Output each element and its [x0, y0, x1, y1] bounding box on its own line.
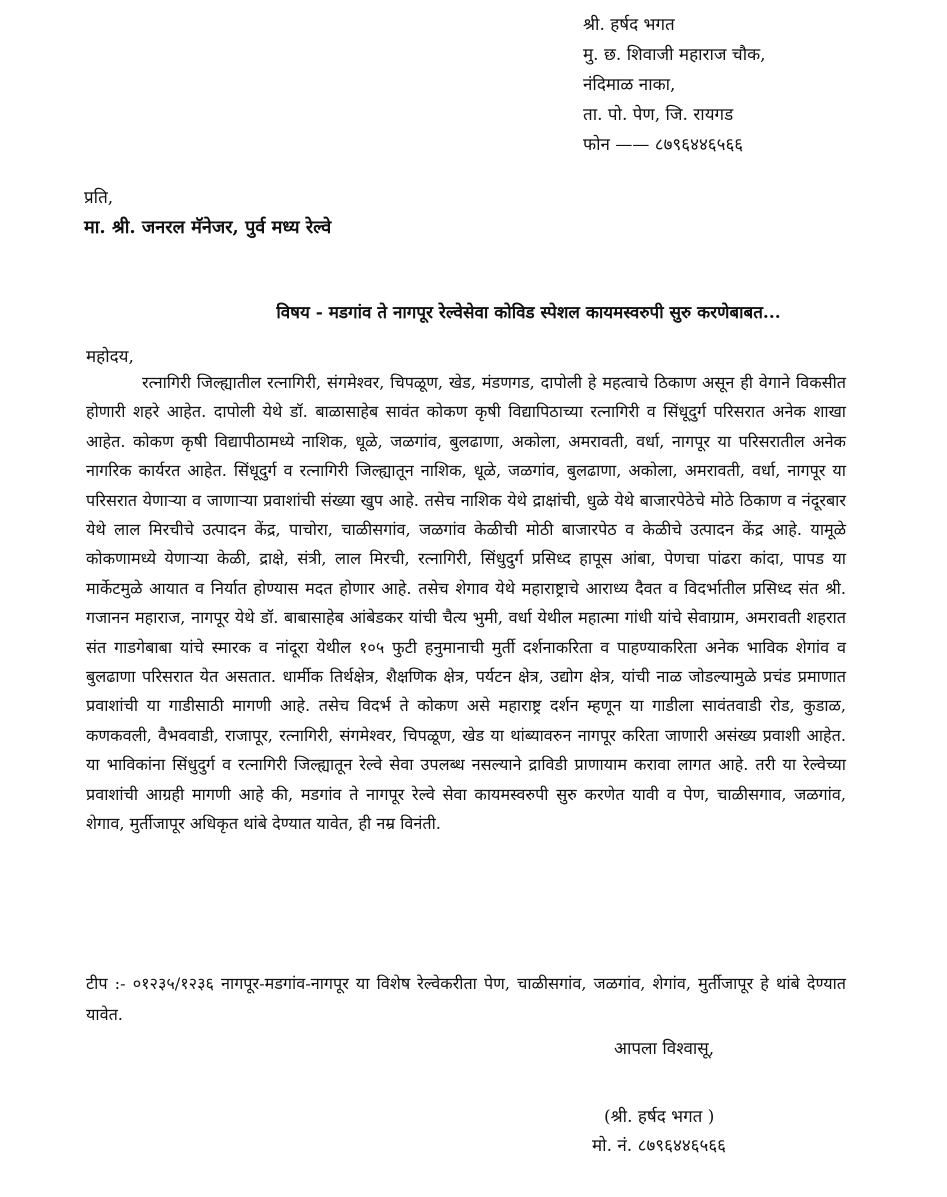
recipient: मा. श्री. जनरल मॅनेजर, पुर्व मध्य रेल्वे — [84, 217, 332, 238]
letter-body: रत्नागिरी जिल्ह्यातील रत्नागिरी, संगमेश्वर, चिपळूण, खेड, मंडणगड, दापोली हे महत्वाचे ठिकाण असून ही वेगाने विकसीत होणारी शहरे आहेत. दापोली येथे डॉ. बाळासाहेब सावंत कोकण कृषी विद्यापिठाच्या रत्नागिरी व सिंधूदुर्ग परिसरात अनेक शाखा आहेत. कोकण कृषी विद्यापीठामध्ये नाशिक, धूळे, जळगांव, बुलढाणा, अकोला, अमरावती, वर्धा, नागपूर या परिसरातील अनेक नागरिक कार्यरत आहेत. सिंधूदुर्ग व रत्नागिरी जिल्ह्यातून नाशिक, धूळे, जळगांव, बुलढाणा, अकोला, अमरावती, वर्धा, नागपूर या परिसरात येणाऱ्या व जाणाऱ्या प्रवाशांची संख्या खुप आहे. तसेच नाशिक येथे द्राक्षांची, धुळे येथे बाजारपेठेचे मोठे ठिकाण व नंदूरबार येथे लाल मिरचीचे उत्पादन केंद्र, पाचोरा, चाळीसगांव, जळगांव केळीची मोठी बाजारपेठ व केळीचे उत्पादन केंद्र आहे. यामूळे कोकणामध्ये येणाऱ्या केळी, द्राक्षे, संत्री, लाल मिरची, रत्नागिरी, सिंधुदुर्ग प्रसिध्द हापूस आंबा, पेणचा पांढरा कांदा, पापड या मार्केटमुळे आयात व निर्यात होण्यास मदत होणार आहे. तसेच शेगाव येथे महाराष्ट्राचे आराध्य दैवत व विदर्भातील प्रसिध्द संत श्री. गजानन महाराज, नागपूर येथे डॉ. बाबासाहेब आंबेडकर यांची चैत्य भुमी, वर्धा येथील महात्मा गांधी यांचे सेवाग्राम, अमरावती शहरात संत गाडगेबाबा यांचे स्मारक व नांदूरा येथील १०५ फुटी हनुमानाची मुर्ती दर्शनाकरिता व पाहण्याकरिता अनेक भाविक शेगांव व बुलढाणा परिसरात येत असतात. धार्मीक तिर्थक्षेत्र, शैक्षणिक क्षेत्र, पर्यटन क्षेत्र, उद्योग क्षेत्र, यांची नाळ जोडल्यामुळे प्रचंड प्रमाणात प्रवाशांची या गाडीसाठी मागणी आहे. तसेच विदर्भ ते कोकण असे महाराष्ट्र दर्शन म्हणून या गाडीला सावंतवाडी रोड, कुडाळ, कणकवली, वैभववाडी, राजापूर, रत्नागिरी, संगमेश्वर, चिपळूण, खेड या थांब्यावरुन नागपूर करिता जाणारी असंख्य प्रवाशी आहेत. या भाविकांना सिंधुदुर्ग व रत्नागिरी जिल्ह्यातून रेल्वे सेवा उपलब्ध नसल्याने द्राविडी प्राणायाम करावा लागत आहे. तरी या रेल्वेच्या प्रवाशांची आग्रही मागणी आहे की, मडगांव ते नागपूर रेल्वे सेवा कायमस्वरुपी सुरु करणेत यावी व पेण, चाळीसगाव, जळगांव, शेगाव, मुर्तीजापूर अधिकृत थांबे देण्यात यावेत, ही नम्र विनंती. — [86, 373, 846, 834]
salutation: महोदय, — [86, 347, 134, 367]
signature-mobile: मो. नं. ८७९६४४६५६६ — [592, 1136, 727, 1156]
to-label: प्रति, — [84, 188, 114, 208]
sender-address-line2: नंदिमाळ नाका, — [583, 75, 676, 95]
sender-name: श्री. हर्षद भगत — [583, 15, 675, 35]
sender-address-line3: ता. पो. पेण, जि. रायगड — [583, 105, 734, 125]
sender-address-line1: मु. छ. शिवाजी महाराज चौक, — [583, 45, 766, 65]
sender-phone: फोन —— ८७९६४४६५६६ — [583, 135, 744, 155]
note-paragraph: टीप :- ०१२३५/१२३६ नागपूर-मडगांव-नागपूर या विशेष रेल्वेकरीता पेण, चाळीसगांव, जळगांव, शेगांव, मुर्तीजापूर हे थांबे देण्यात यावेत. — [86, 974, 846, 1024]
subject-line: विषय - मडगांव ते नागपूर रेल्वेसेवा कोविड स्पेशल कायमस्वरुपी सुरु करणेबाबत... — [276, 303, 781, 323]
signature-name: (श्री. हर्षद भगत ) — [604, 1107, 715, 1127]
closing: आपला विश्वासू, — [614, 1039, 715, 1059]
sender-address-block — [583, 10, 766, 160]
